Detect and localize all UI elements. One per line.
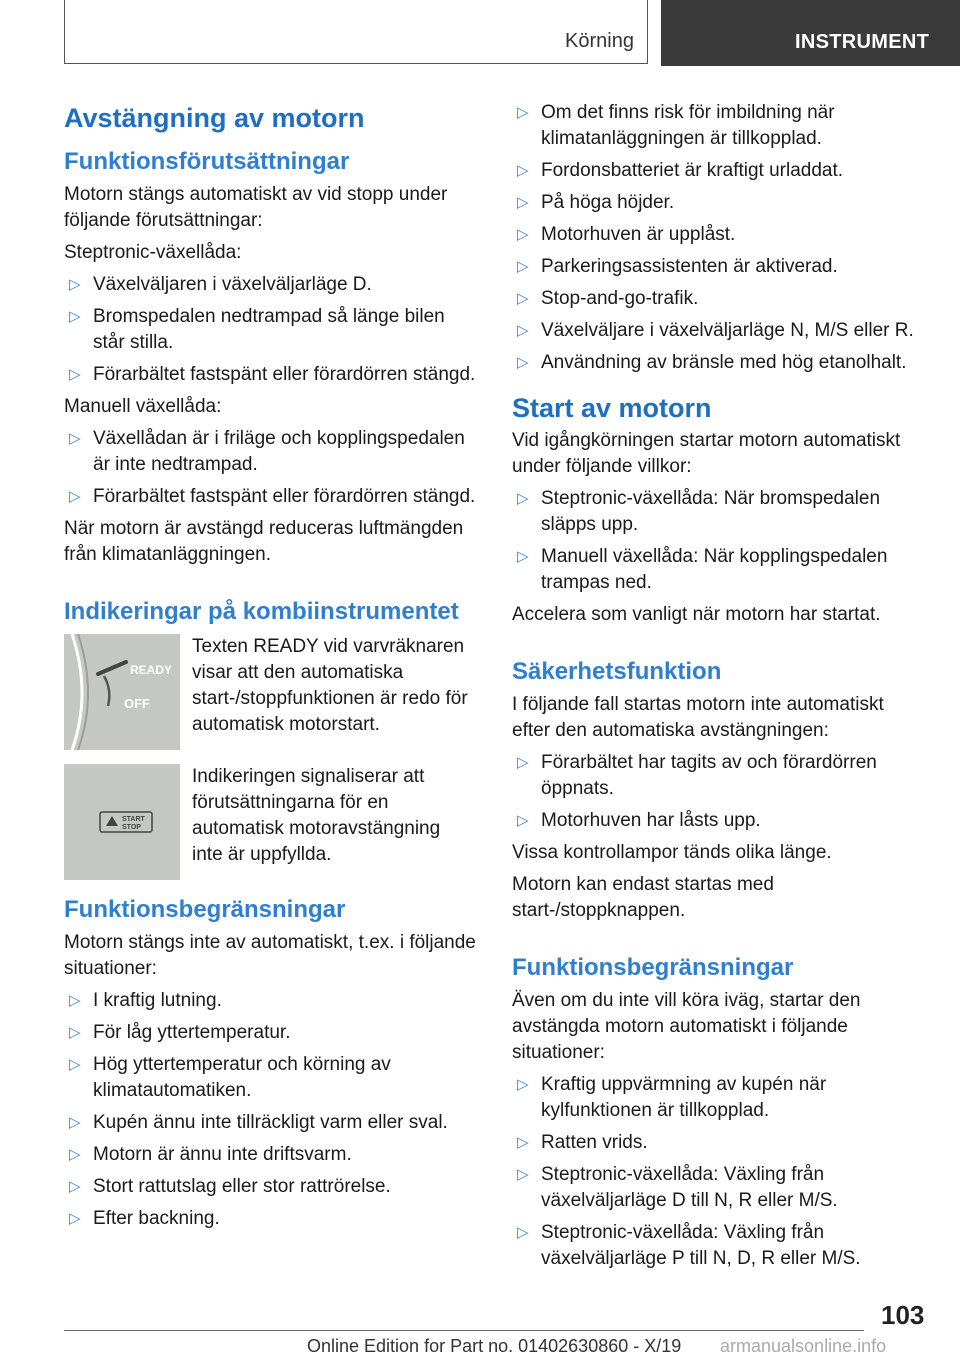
- list-item-text: Steptronic-växellåda: Växling från växelväljarläge P till N, D, R eller M/S.: [541, 1222, 861, 1269]
- bullet-icon: ▷: [69, 366, 81, 383]
- list-item-text: Förarbältet fastspänt eller förardörren stängd.: [93, 486, 476, 507]
- paragraph: När motorn är avstängd reduceras luftmängden från klimatanläggningen.: [64, 518, 464, 565]
- list-item-text: Parkeringsassistenten är aktiverad.: [541, 256, 838, 277]
- bullet-icon: ▷: [517, 162, 529, 179]
- list-item-text: Bromspedalen nedtrampad så länge bilen står stilla.: [93, 306, 445, 353]
- indicator-text: Indikeringen signaliserar att förutsättningarna för en automatisk motoravstängning inte är uppfyllda.: [192, 766, 441, 865]
- bullet-icon: ▷: [517, 354, 529, 371]
- paragraph: I följande fall startas motorn inte automatiskt efter den automatiska avstängningen:: [512, 694, 884, 741]
- bullet-icon: ▷: [517, 1224, 529, 1241]
- list-item: [64, 1020, 476, 1046]
- list-item: [64, 1142, 476, 1168]
- watermark-text: armanualsonline.info: [720, 1336, 887, 1356]
- bullet-icon: ▷: [517, 812, 529, 829]
- footer-divider: [64, 1330, 864, 1331]
- list-item-text: Fordonsbatteriet är kraftigt urladdat.: [541, 160, 844, 181]
- bullet-icon: ▷: [69, 1114, 81, 1131]
- list-item-text: Om det finns risk för imbildning när klimatanläggningen är tillkopplad.: [541, 102, 835, 149]
- list-item-text: Förarbältet fastspänt eller förardörren stängd.: [93, 364, 476, 385]
- list-item-text: Motorn är ännu inte driftsvarm.: [93, 1144, 352, 1165]
- ready-label: READY: [130, 663, 173, 677]
- off-label: OFF: [124, 696, 150, 711]
- list-item: [64, 1110, 476, 1136]
- section-heading: Indikeringar på kombiinstrumentet: [64, 598, 459, 625]
- list-item-text: Växelväljare i växelväljarläge N, M/S eller R.: [541, 320, 914, 341]
- bullet-icon: ▷: [69, 430, 81, 447]
- left-column: [64, 100, 476, 1238]
- header-frame: [64, 0, 648, 64]
- bullet-icon: ▷: [517, 258, 529, 275]
- bullet-icon: ▷: [69, 1210, 81, 1227]
- indicator-row: [64, 634, 476, 750]
- list-item: [512, 1130, 926, 1156]
- paragraph: Manuell växellåda:: [64, 396, 222, 417]
- bullet-icon: ▷: [517, 1076, 529, 1093]
- bullet-icon: ▷: [517, 490, 529, 507]
- start-stop-indicator-image: [64, 764, 180, 880]
- list-item-text: Motorhuven har låsts upp.: [541, 810, 761, 831]
- bullet-list: [64, 272, 476, 388]
- start-label: START: [122, 816, 145, 823]
- bullet-icon: ▷: [517, 548, 529, 565]
- list-item: [512, 100, 926, 152]
- bullet-list: [512, 100, 926, 376]
- paragraph: Steptronic-växellåda:: [64, 242, 242, 263]
- list-item-text: Steptronic-växellåda: Växling från växelväljarläge D till N, R eller M/S.: [541, 1164, 838, 1211]
- list-item-text: Stort rattutslag eller stor rattrörelse.: [93, 1176, 391, 1197]
- list-item-text: Hög yttertemperatur och körning av klimatautomatiken.: [93, 1054, 391, 1101]
- list-item-text: Steptronic-växellåda: När bromspedalen släpps upp.: [541, 488, 881, 535]
- list-item: [512, 158, 926, 184]
- bullet-icon: ▷: [69, 488, 81, 505]
- bullet-icon: ▷: [517, 226, 529, 243]
- list-item: [512, 1162, 926, 1214]
- bullet-icon: ▷: [517, 322, 529, 339]
- bullet-icon: ▷: [69, 1024, 81, 1041]
- list-item: [64, 1206, 476, 1232]
- list-item: [512, 544, 926, 596]
- paragraph: Motorn stängs inte av automatiskt, t.ex. i följande situationer:: [64, 932, 476, 979]
- list-item: [512, 1220, 926, 1272]
- list-item: [512, 350, 926, 376]
- bullet-list: [512, 486, 926, 596]
- list-item: [64, 272, 476, 298]
- bullet-icon: ▷: [517, 754, 529, 771]
- list-item-text: Förarbältet har tagits av och förardörren öppnats.: [541, 752, 877, 799]
- section-heading: Funktionsbegränsningar: [64, 896, 346, 923]
- section-heading: Funktionsbegränsningar: [512, 954, 794, 981]
- indicator-row: [64, 764, 476, 880]
- section-heading: Säkerhetsfunktion: [512, 658, 722, 685]
- bullet-icon: ▷: [69, 1146, 81, 1163]
- list-item: [64, 362, 476, 388]
- list-item: [512, 486, 926, 538]
- list-item: [512, 318, 926, 344]
- list-item: [64, 1174, 476, 1200]
- header-section: Körning: [565, 30, 634, 52]
- list-item: [512, 808, 926, 834]
- stop-label: STOP: [122, 824, 141, 831]
- bullet-icon: ▷: [69, 276, 81, 293]
- bullet-icon: ▷: [517, 104, 529, 121]
- right-column: [512, 100, 926, 1278]
- page-number: 103: [881, 1300, 925, 1330]
- bullet-icon: ▷: [69, 308, 81, 325]
- list-item: [64, 1052, 476, 1104]
- list-item: [64, 304, 476, 356]
- list-item: [64, 484, 476, 510]
- paragraph: Accelera som vanligt när motorn har startat.: [512, 604, 881, 625]
- list-item-text: För låg yttertemperatur.: [93, 1022, 291, 1043]
- list-item-text: Kupén ännu inte tillräckligt varm eller sval.: [93, 1112, 448, 1133]
- list-item-text: På höga höjder.: [541, 192, 675, 213]
- list-item: [64, 988, 476, 1014]
- list-item: [512, 286, 926, 312]
- list-item-text: Efter backning.: [93, 1208, 220, 1229]
- list-item-text: Stop-and-go-trafik.: [541, 288, 699, 309]
- ready-indicator-image: [64, 634, 180, 750]
- list-item-text: Motorhuven är upplåst.: [541, 224, 736, 245]
- list-item: [512, 1072, 926, 1124]
- page-title: Avstängning av motorn: [64, 103, 365, 133]
- paragraph: Motorn stängs automatiskt av vid stopp under följande förutsättningar:: [64, 184, 448, 231]
- edition-text: Online Edition for Part no. 01402630860 - X/19: [307, 1336, 682, 1356]
- bullet-icon: ▷: [69, 992, 81, 1009]
- list-item: [512, 750, 926, 802]
- list-item-text: Manuell växellåda: När kopplingspedalen trampas ned.: [541, 546, 888, 593]
- list-item: [64, 426, 476, 478]
- bullet-icon: ▷: [517, 290, 529, 307]
- section-heading: Funktionsförutsättningar: [64, 148, 350, 175]
- bullet-icon: ▷: [517, 1134, 529, 1151]
- list-item-text: Användning av bränsle med hög etanolhalt.: [541, 352, 907, 373]
- list-item: [512, 190, 926, 216]
- header-chapter-label: INSTRUMENT: [795, 31, 930, 53]
- bullet-icon: ▷: [69, 1178, 81, 1195]
- paragraph: Motorn kan endast startas med start-/stoppknappen.: [512, 874, 774, 921]
- bullet-list: [64, 988, 476, 1232]
- section-title: Start av motorn: [512, 393, 712, 423]
- list-item-text: Ratten vrids.: [541, 1132, 648, 1153]
- list-item-text: I kraftig lutning.: [93, 990, 222, 1011]
- list-item-text: Kraftig uppvärmning av kupén när kylfunktionen är tillkopplad.: [541, 1074, 827, 1121]
- list-item: [512, 222, 926, 248]
- paragraph: Även om du inte vill köra iväg, startar den avstängda motorn automatiskt i följande situationer:: [512, 990, 861, 1063]
- paragraph: Vissa kontrollampor tänds olika länge.: [512, 842, 832, 863]
- paragraph: Vid igångkörningen startar motorn automatiskt under följande villkor:: [512, 430, 901, 477]
- list-item-text: Växellådan är i friläge och kopplingspedalen är inte nedtrampad.: [93, 428, 465, 475]
- bullet-list: [512, 1072, 926, 1272]
- bullet-icon: ▷: [517, 1166, 529, 1183]
- bullet-list: [64, 426, 476, 510]
- bullet-icon: ▷: [517, 194, 529, 211]
- indicator-text: Texten READY vid varvräknaren visar att den automatiska start-/stoppfunktionen är redo för automatisk motorstart.: [192, 636, 468, 735]
- bullet-list: [512, 750, 926, 834]
- bullet-icon: ▷: [69, 1056, 81, 1073]
- list-item: [512, 254, 926, 280]
- list-item-text: Växelväljaren i växelväljarläge D.: [93, 274, 372, 295]
